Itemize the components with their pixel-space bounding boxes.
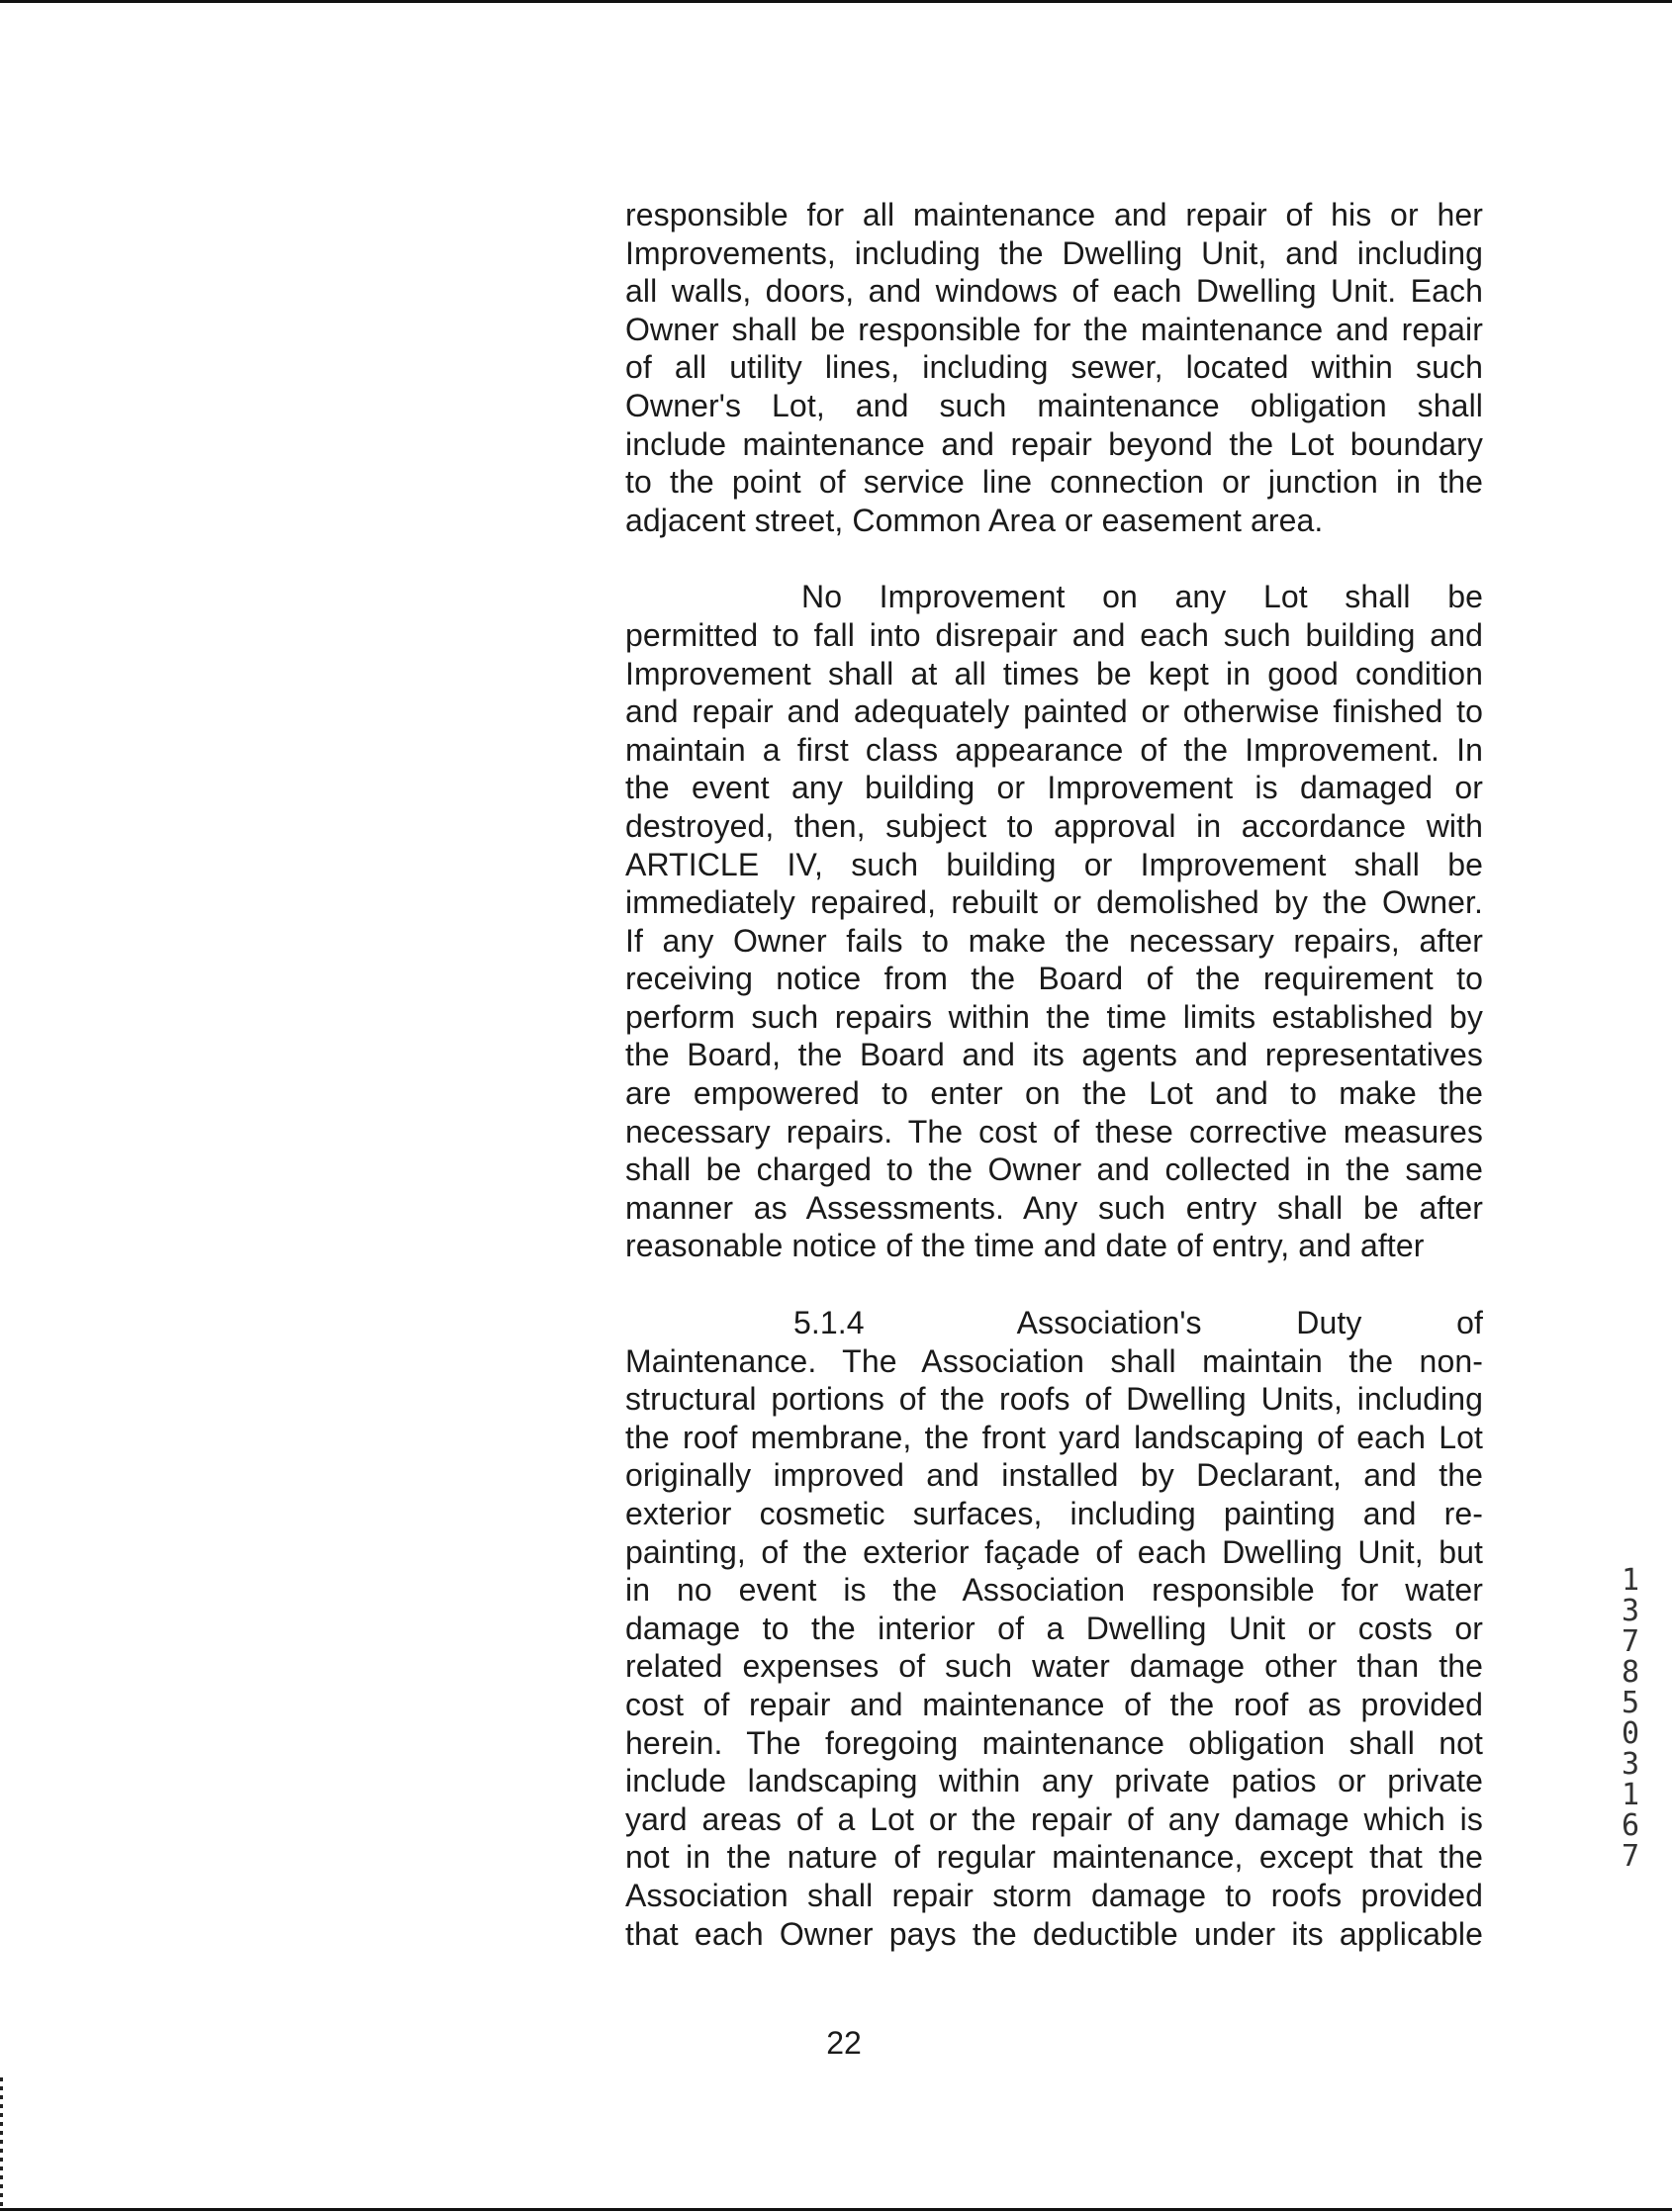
text-line: not in the nature of regular maintenance, except that the [625, 1839, 1483, 1876]
text-line: maintain a first class appearance of the Improvement. In [625, 731, 1483, 768]
text-line: immediately repaired, rebuilt or demolished by the Owner. [625, 884, 1483, 921]
text-line: originally improved and installed by Declarant, and the [625, 1457, 1483, 1494]
stamp-digit: 3 [1621, 1594, 1640, 1628]
text-line: Owner's Lot, and such maintenance obligation shall [625, 387, 1483, 423]
text-line: ARTICLE IV, such building or Improvement shall be [625, 846, 1483, 882]
text-line: permitted to fall into disrepair and each such building and [625, 616, 1483, 653]
text-line: are empowered to enter on the Lot and to make the [625, 1075, 1483, 1112]
section-heading-word: Association's [1016, 1305, 1202, 1341]
text-line: exterior cosmetic surfaces, including painting and re- [625, 1496, 1483, 1531]
stamp-digit: 7 [1621, 1839, 1640, 1874]
section-number: 5.1.4 [793, 1305, 865, 1341]
stamp-digit: 0 [1621, 1716, 1640, 1751]
stamp-digit: 3 [1621, 1747, 1640, 1782]
text-line: yard areas of a Lot or the repair of any damage which is [625, 1800, 1483, 1837]
text-line: No Improvement on any Lot shall be [801, 579, 1483, 615]
stamp-digit: 1 [1621, 1563, 1640, 1598]
text-line: that each Owner pays the deductible under its applicable [625, 1915, 1483, 1952]
paragraph-owner-maintenance [625, 196, 1483, 539]
text-line: Maintenance. The Association shall maintain the non- [625, 1342, 1483, 1379]
text-line: shall be charged to the Owner and collected in the same [625, 1152, 1483, 1188]
section-heading-word: of [1456, 1305, 1483, 1341]
text-line: Owner shall be responsible for the maintenance and repair [625, 311, 1483, 347]
text-line: manner as Assessments. Any such entry shall be after [625, 1189, 1483, 1226]
paragraph-spacer [625, 1265, 1483, 1304]
text-line: reasonable notice of the time and date of entry, and after [625, 1228, 1425, 1264]
text-line: include maintenance and repair beyond the Lot boundary [625, 425, 1483, 462]
text-line: the Board, the Board and its agents and representatives [625, 1037, 1483, 1073]
text-line: cost of repair and maintenance of the roof as provided [625, 1686, 1483, 1722]
stamp-digit: 7 [1621, 1624, 1640, 1659]
text-line: herein. The foregoing maintenance obligation shall not [625, 1724, 1483, 1761]
paragraph-spacer [625, 539, 1483, 578]
text-line: of all utility lines, including sewer, located within such [625, 349, 1483, 386]
text-line: the roof membrane, the front yard landscaping of each Lot [625, 1419, 1483, 1455]
stamp-digit: 1 [1621, 1778, 1640, 1812]
text-line: responsible for all maintenance and repair of his or her [625, 197, 1483, 232]
text-line: include landscaping within any private patios or private [625, 1763, 1483, 1799]
text-line: and repair and adequately painted or otherwise finished to [625, 693, 1483, 730]
text-line: receiving notice from the Board of the requirement to [625, 961, 1483, 997]
text-line: to the point of service line connection or junction in the [625, 464, 1483, 501]
text-line: the event any building or Improvement is damaged or [625, 770, 1483, 806]
text-line: in no event is the Association responsible for water [625, 1572, 1483, 1609]
text-line: necessary repairs. The cost of these corrective measures [625, 1113, 1483, 1150]
stamp-digit: 5 [1621, 1686, 1640, 1720]
text-line: structural portions of the roofs of Dwelling Units, including [625, 1381, 1483, 1418]
scan-edge-mark [0, 2077, 3, 2206]
text-line: destroyed, then, subject to approval in accordance with [625, 807, 1483, 844]
text-line: damage to the interior of a Dwelling Unit or costs or [625, 1610, 1483, 1646]
text-line: painting, of the exterior façade of each Dwelling Unit, but [625, 1533, 1483, 1570]
section-heading-word: Duty [1296, 1305, 1362, 1341]
text-line: all walls, doors, and windows of each Dwelling Unit. Each [625, 273, 1483, 310]
text-line: related expenses of such water damage other than the [625, 1648, 1483, 1685]
document-body [625, 196, 1483, 1953]
paragraph-disrepair [625, 578, 1483, 1265]
text-line: adjacent street, Common Area or easement area. [625, 502, 1324, 538]
bottom-border-line [0, 2208, 1672, 2211]
text-line: Association shall repair storm damage to roofs provided [625, 1877, 1483, 1913]
stamp-digit: 8 [1621, 1655, 1640, 1690]
page-number-text: 22 [826, 2025, 862, 2061]
text-line: Improvement shall at all times be kept in good condition [625, 655, 1483, 691]
recording-number-stamp [1611, 1565, 1650, 1872]
text-line: Improvements, including the Dwelling Unit, and including [625, 234, 1483, 271]
section-heading [625, 1304, 1483, 1342]
page-number [0, 2025, 1672, 2062]
top-border-line [0, 0, 1672, 3]
section-5-1-4 [625, 1304, 1483, 1953]
stamp-digit: 6 [1621, 1808, 1640, 1843]
text-line: perform such repairs within the time limits established by [625, 998, 1483, 1035]
text-line: If any Owner fails to make the necessary repairs, after [625, 922, 1483, 959]
